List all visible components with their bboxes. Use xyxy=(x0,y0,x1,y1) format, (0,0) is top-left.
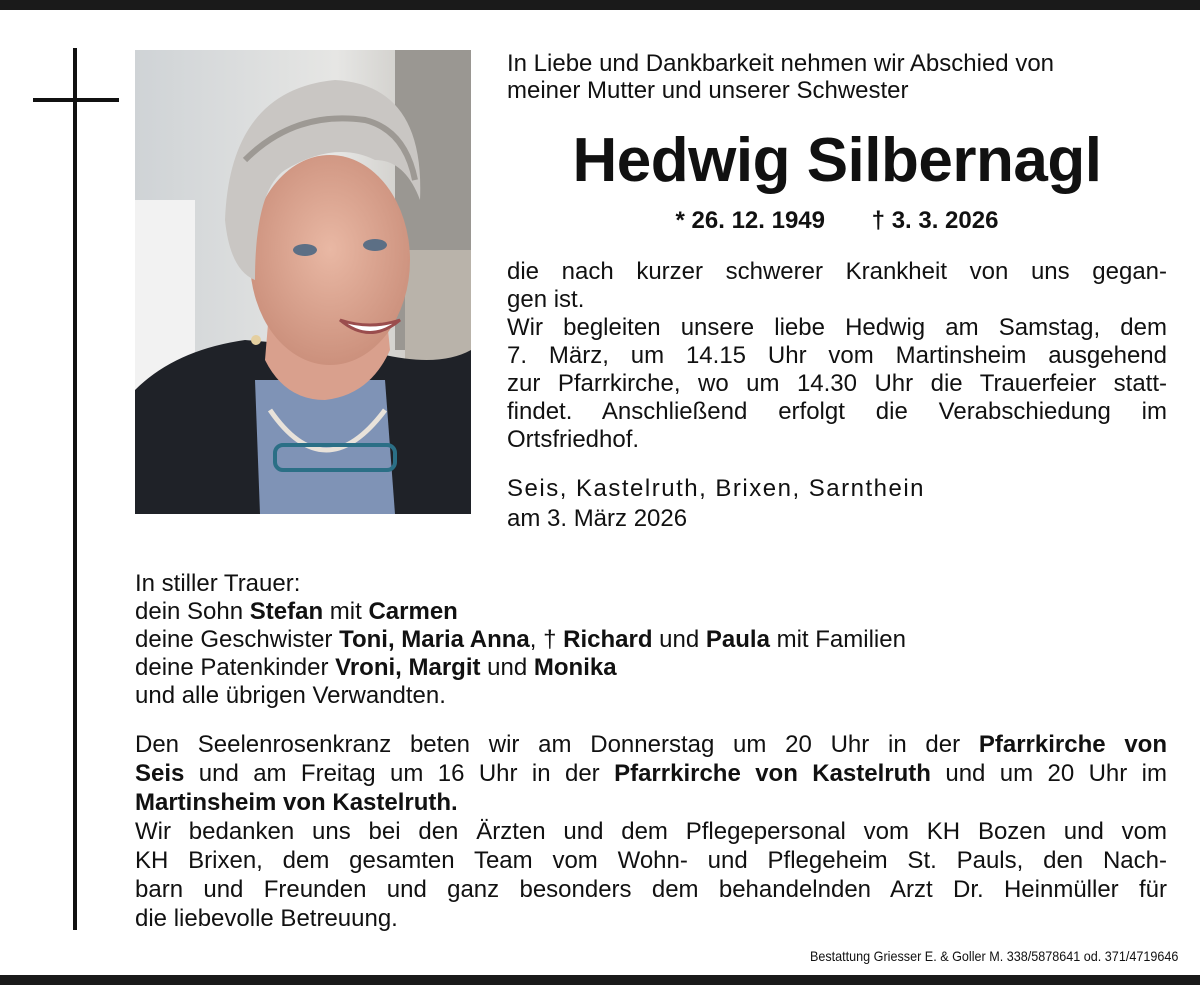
intro-line: In Liebe und Dankbarkeit nehmen wir Abschied von xyxy=(507,50,1055,77)
location: Seis xyxy=(135,760,185,787)
thanks-line: barn und Freunden und ganz besonders dem behandelnden Arzt Dr. Heinmüller für xyxy=(135,876,1167,903)
notice-date: am 3. März 2026 xyxy=(507,505,688,532)
godchild-name: Monika xyxy=(533,654,617,681)
rosary-line xyxy=(135,788,1167,817)
notice-line: gen ist. xyxy=(507,286,585,313)
thanks-line: KH Brixen, dem gesamten Team vom Wohn- und Pflegeheim St. Pauls, den Nach- xyxy=(135,847,1167,874)
notice-line: die nach kurzer schwerer Krankheit von uns gegan- xyxy=(507,258,1167,285)
death-date: † 3. 3. 2026 xyxy=(871,207,999,234)
funeral-home-footer: Bestattung Griesser E. & Goller M. 338/5878641 od. 371/4719646 xyxy=(809,948,1178,964)
sibling-name: Richard xyxy=(563,626,653,653)
son-name: Stefan xyxy=(249,598,324,625)
text: , † xyxy=(529,626,564,653)
towns: Seis, Kastelruth, Brixen, Sarnthein xyxy=(507,475,926,502)
notice-line: Wir begleiten unsere liebe Hedwig am Samstag, dem xyxy=(507,314,1167,341)
mourners-heading: In stiller Trauer: xyxy=(135,570,301,597)
mourner-line-siblings xyxy=(135,626,1175,654)
text: und um 20 Uhr im xyxy=(930,760,1167,787)
text: und am Freitag um 16 Uhr in der xyxy=(184,760,615,787)
text: mit Familien xyxy=(769,626,906,653)
mourner-line-relatives: und alle übrigen Verwandten. xyxy=(135,682,446,709)
funeral-notice xyxy=(507,258,1167,454)
text: und xyxy=(480,654,534,681)
text: deine Geschwister xyxy=(135,626,340,653)
text: mit xyxy=(323,598,369,625)
place-and-date xyxy=(507,474,1167,534)
location: Martinsheim von Kastelruth. xyxy=(135,789,458,816)
rosary-line xyxy=(135,730,1167,759)
portrait-photo xyxy=(135,50,471,514)
godchild-names: Vroni, Margit xyxy=(335,654,481,681)
sibling-name: Paula xyxy=(705,626,770,653)
mourners-list xyxy=(135,570,1175,710)
rosary-line xyxy=(135,759,1167,788)
notice-line: findet. Anschließend erfolgt die Verabschiedung im xyxy=(507,398,1167,425)
deceased-name: Hedwig Silbernagl xyxy=(572,126,1102,195)
cross-icon-vertical xyxy=(73,48,77,930)
location: Pfarrkirche von Kastelruth xyxy=(614,760,931,787)
intro-line: meiner Mutter und unserer Schwester xyxy=(507,77,909,104)
partner-name: Carmen xyxy=(368,598,458,625)
thanks-line: die liebevolle Betreuung. xyxy=(135,905,398,932)
life-dates xyxy=(507,206,1167,236)
cross-icon-horizontal xyxy=(33,98,119,102)
birth-date: * 26. 12. 1949 xyxy=(675,207,825,234)
intro-text xyxy=(507,50,1167,104)
notice-line: Ortsfriedhof. xyxy=(507,426,640,453)
text: Den Seelenrosenkranz beten wir am Donnerstag um 20 Uhr in der xyxy=(135,731,979,758)
location: Pfarrkirche von xyxy=(978,731,1167,758)
text: deine Patenkinder xyxy=(135,654,336,681)
thanks-line: Wir bedanken uns bei den Ärzten und dem Pflegepersonal vom KH Bozen und vom xyxy=(135,818,1167,845)
sibling-names: Toni, Maria Anna xyxy=(339,626,530,653)
notice-line: 7. März, um 14.15 Uhr vom Martinsheim ausgehend xyxy=(507,342,1167,369)
rosary-and-thanks xyxy=(135,730,1167,933)
notice-line: zur Pfarrkirche, wo um 14.30 Uhr die Trauerfeier statt- xyxy=(507,370,1167,397)
text: und xyxy=(652,626,706,653)
text: dein Sohn xyxy=(135,598,250,625)
mourner-line-son xyxy=(135,598,1175,626)
mourner-line-godchildren xyxy=(135,654,1175,682)
